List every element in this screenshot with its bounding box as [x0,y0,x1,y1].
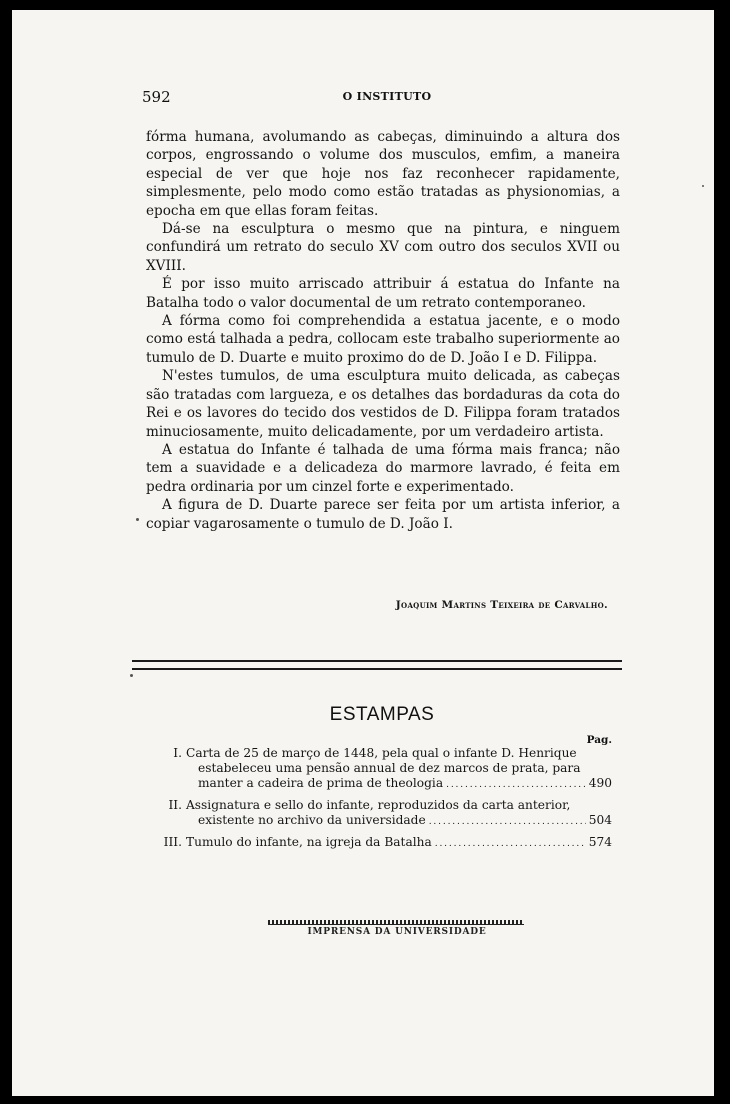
ink-speck [136,518,139,521]
ink-speck [130,674,133,677]
plate-number: II. [168,798,182,812]
plates-section-title: ESTAMPAS [329,704,435,725]
body-text [146,128,620,533]
paragraph: Dá-se na esculptura o mesmo que na pintura, e ninguem confundirá um retrato do seculo XV com outro dos seculos XVII ou XVIII. [146,221,620,274]
plate-page: 574 [588,835,612,849]
paragraph: A fórma como foi comprehendida a estatua jacente, e o modo como está talhada a pedra, collocam este trabalho superiormente ao tumulo de D. Duarte e muito proximo do de D. João I e D. Filippa. [146,313,620,366]
plates-list [152,746,612,857]
page-header [142,88,632,108]
author-signature: Joaquim Martins Teixeira de Carvalho. [395,599,608,611]
imprint-line: IMPRENSA DA UNIVERSIDADE [307,927,487,937]
paragraph: N'estes tumulos, de uma esculptura muito delicada, as cabeças são tratadas com largueza, e os detalhes das bordaduras da cota do Rei e os lavores do tecido dos vestidos de D. Filippa foram tratados minuciosamente, muito delicadamente, por um verdadeiro artista. [146,368,620,440]
double-rule-divider [132,660,622,670]
plate-description: estabeleceu uma pensão annual de dez marcos de prata, para [198,761,581,775]
plate-description: manter a cadeira de prima de theologia [198,776,444,790]
paragraph: A estatua do Infante é talhada de uma fórma mais franca; não tem a suavidade e a delicadeza do marmore lavrado, é feita em pedra ordinaria por um cinzel forte e experimentado. [146,441,620,495]
plate-entry [152,798,612,830]
plate-page: 504 [588,813,612,827]
paragraph: É por isso muito arriscado attribuir á estatua do Infante na Batalha todo o valor documental de um retrato contemporaneo. [146,276,620,311]
page-column-label: Pag. [586,734,612,746]
leader-dots [429,813,586,830]
paragraph: A figura de D. Duarte parece ser feita por um artista inferior, a copiar vagarosamente o tumulo de D. João I. [146,497,620,532]
running-title: O INSTITUTO [342,90,432,103]
plate-number: III. [163,835,182,849]
ink-speck [702,185,704,187]
plate-number: I. [173,746,182,760]
paragraph: fórma humana, avolumando as cabeças, diminuindo a altura dos corpos, engrossando o volume dos musculos, emfim, a maneira especial de ver que hoje nos faz reconhecer rapidamente, simplesmente, pelo modo como estão tratadas as physionomias, a epocha em que ellas foram feitas. [146,129,620,219]
plate-description: Tumulo do infante, na igreja da Batalha [186,835,432,849]
document-page [12,10,714,1096]
leader-dots [446,776,586,793]
plate-description: Carta de 25 de março de 1448, pela qual o infante D. Henrique [186,746,577,760]
plate-description: existente no archivo da universidade [198,813,426,827]
plate-entry [152,746,612,793]
page-number: 592 [142,88,171,106]
leader-dots [435,835,586,852]
plate-entry [152,835,612,852]
plate-description: Assignatura e sello do infante, reproduzidos da carta anterior, [186,798,571,812]
ornamental-rule [268,920,524,925]
plate-page: 490 [588,776,612,790]
